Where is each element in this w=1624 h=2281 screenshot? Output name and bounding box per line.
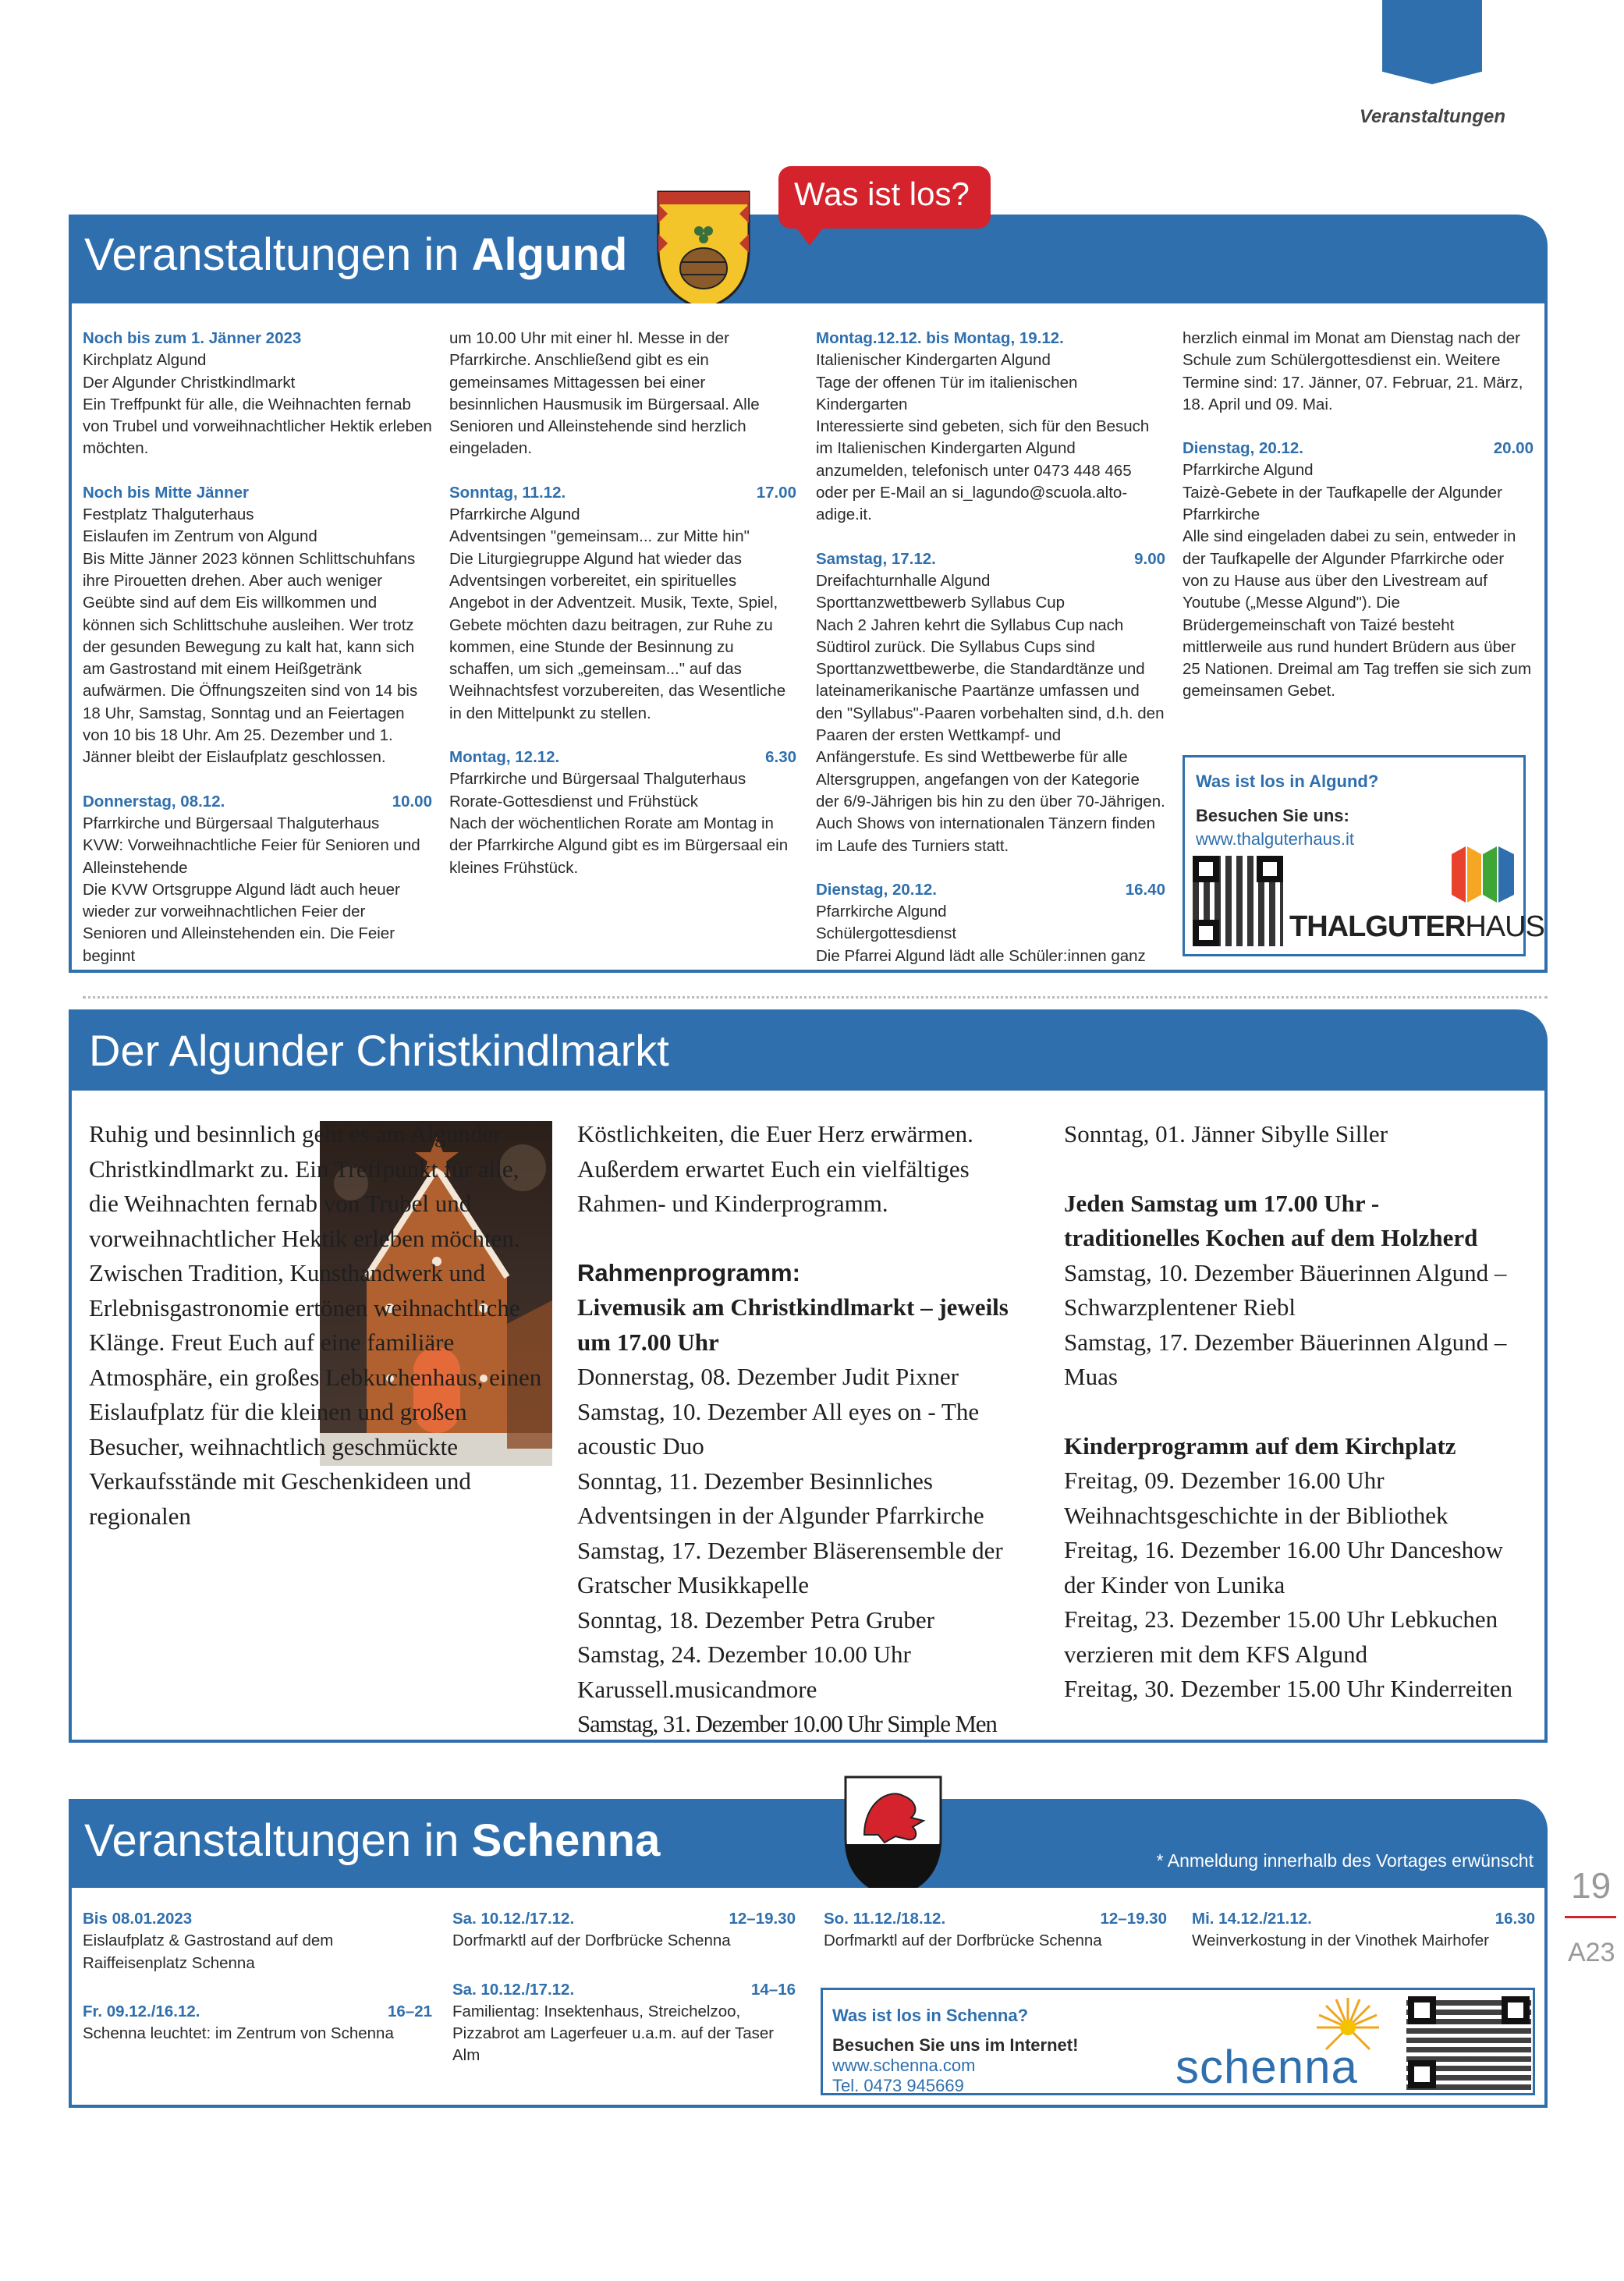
kinder-item: Freitag, 30. Dezember 15.00 Uhr Kinderreiten (1064, 1675, 1513, 1702)
event-title: Eislaufplatz & Gastrostand (83, 1932, 271, 1950)
christkindl-title: Der Algunder Christkindlmarkt (89, 1026, 669, 1075)
event-date: Mi. 14.12./21.12. (1192, 1910, 1312, 1928)
event-date: Noch bis zum 1. Jänner 2023 (83, 329, 302, 347)
event-entry (816, 328, 1165, 527)
event-text: Nach 2 Jahren kehrt die Syllabus Cup nach Südtirol zurück. Die Syllabus Cups sind Sporttanzwettbewerbe, die Standardtänze und lateinamerikanische Paartänze umfassen und den "Syllabus"-Paaren vorbehalten sind, d.h. den Paaren der ersten Wettkampf- und Anfängerstufe. Es sind Wettbewerbe für alle Altersgruppen, angefangen von der Kategorie der 6/9-Jährigen bis hin zu den über 70-Jährigen. Auch Shows von internationalen Tänzern finden im Laufe des Turniers statt. (816, 615, 1165, 855)
thalguterhaus-link[interactable]: www.thalguterhaus.it (1196, 829, 1354, 849)
event-title: Dorfmarktl (824, 1932, 898, 1950)
event-place: Dreifachturnhalle Algund (816, 571, 991, 590)
kochen-item: Samstag, 17. Dezember Bäuerinnen Algund – Muas (1064, 1328, 1507, 1390)
top-tab (1382, 0, 1482, 84)
livemusik-item: Sonntag, 18. Dezember Petra Gruber (577, 1605, 934, 1634)
event-text: : Insektenhaus, Streichelzoo, Pizzabrot am Lagerfeuer u.a.m. auf der Taser Alm (452, 2002, 775, 2065)
event-time: 12–19.30 (1100, 1910, 1167, 1928)
event-text: Alle sind eingeladen dabei zu sein, entweder in der Taufkapelle der Algunder Pfarrkirche oder von zu Hause aus über den Livestream auf Youtube („Messe Algund"). Die Brüdergemeinschaft von Taizé besteht mittlerweile aus rund hundert Brüdern aus über 25 Nationen. Dreimal am Tag treffen sie sich zum gemeinsamen Gebet. (1183, 527, 1532, 701)
event-date-row (83, 482, 432, 504)
event-text: Die Pfarrei Algund lädt alle Schüler:innen ganz (816, 946, 1146, 965)
event-text: in der Vinothek Mairhofer (1306, 1932, 1489, 1950)
event-time: 10.00 (392, 792, 432, 811)
event-description (452, 2001, 796, 2067)
kinder-item: Freitag, 23. Dezember 15.00 Uhr Lebkuchen verzieren mit dem KFS Algund (1064, 1605, 1498, 1668)
schenna-event (83, 1908, 432, 1974)
event-title: Taizè-Gebete in der Taufkapelle der Algunder Pfarrkirche (1183, 483, 1502, 524)
qr-finder (1193, 920, 1219, 946)
event-time: 16.30 (1495, 1910, 1535, 1928)
event-text: Die KVW Ortsgruppe Algund lädt auch heuer wieder zur vorweihnachtlichen Feier der Senioren und Alleinstehenden ein. Die Feier beginnt (83, 880, 400, 965)
event-time: 16.40 (1125, 880, 1165, 899)
event-date: Montag.12.12. bis Montag, 19.12. (816, 329, 1064, 347)
event-date-row (449, 482, 796, 504)
schenna-link[interactable]: www.schenna.com (832, 2056, 976, 2075)
page-number: 19 (1571, 1865, 1612, 1906)
event-entry (449, 328, 796, 460)
event-text: Bis Mitte Jänner 2023 können Schlittschuhfans ihre Pirouetten drehen. Aber auch weniger Geübte sind auf dem Eis willkommen und können sich Schlittschuhe ausleihen. Wer trotz der gesunden Bewegung zu kalt hat, kann sich am Gastrostand mit einem Heißgetränk aufwärmen. Die Öffnungszeiten sind von 14 bis 18 Uhr, Samstag, Sonntag und an Feiertagen von 10 bis 18 Uhr. Am 25. Dezember und 1. Jänner bleibt der Eislaufplatz geschlossen. (83, 549, 418, 767)
schenna-phone: Tel. 0473 945669 (832, 2076, 964, 2095)
kinder-item: Freitag, 09. Dezember 16.00 Uhr Weihnachtsgeschichte in der Bibliothek (1064, 1467, 1448, 1529)
event-date: So. 11.12./18.12. (824, 1910, 946, 1928)
schenna-title-prefix: Veranstaltungen in (84, 1815, 472, 1866)
qr-finder (1257, 856, 1283, 882)
livemusik-item: Samstag, 24. Dezember 10.00 Uhr Karussell.musicandmore (577, 1641, 911, 1703)
christkindl-column-3 (1064, 1117, 1516, 1707)
qr-finder (1408, 2060, 1436, 2088)
algund-title-prefix: Veranstaltungen in (84, 229, 472, 280)
event-date-row (824, 1908, 1167, 1930)
event-entry (1183, 328, 1534, 416)
event-text: herzlich einmal im Monat am Dienstag nach der Schule zum Schülergottesdienst ein. Weitere Termine sind: 17. Jänner, 07. Februar, 21. März, 18. April und 09. Mai. (1183, 329, 1523, 413)
schenna-title-bold: Schenna (471, 1815, 661, 1866)
event-entry (1183, 438, 1534, 703)
page-divider (1565, 1916, 1616, 1918)
event-date-row (1192, 1908, 1535, 1930)
thalguterhaus-logo-icon (1450, 845, 1516, 904)
schenna-header (69, 1799, 1548, 1888)
event-date-row (452, 1979, 796, 2001)
event-time: 14–16 (750, 1980, 796, 1999)
schenna-event (452, 1979, 796, 2067)
event-date: Sonntag, 11.12. (449, 483, 566, 502)
schenna-note: * Anmeldung innerhalb des Vortages erwünscht (1156, 1850, 1534, 1871)
schenna-event (1192, 1908, 1535, 1953)
christkindl-col1-text: Ruhig und besinnlich geht es am Algunder Christkindlmarkt zu. Ein Treffpunkt für alle, die Weihnachten fernab von Trubel und vorweihnachtlicher Hektik erleben möchten. Zwischen Tradition, Kunsthandwerk und Erlebnisgastronomie ertönen weihnachtliche Klänge. Freut Euch auf eine familiäre Atmosphäre, ein großes Lebkuchenhaus, einen Eislaufplatz für die kleinen und großen Besucher, weihnachtlich geschmückte Verkaufsstände mit Geschenkideen und regionalen (89, 1120, 542, 1530)
infobox-question: Was ist los in Algund? (1196, 772, 1379, 791)
algund-title-bold: Algund (471, 229, 628, 280)
event-description (83, 2023, 432, 2045)
event-entry (816, 879, 1165, 967)
event-place: Pfarrkirche und Bürgersaal Thalguterhaus (449, 770, 746, 789)
event-text: auf der Dorfbrücke Schenna (526, 1932, 731, 1950)
event-text: : im Zentrum von Schenna (206, 2024, 394, 2043)
event-date: Dienstag, 20.12. (1183, 439, 1303, 458)
event-date-row (449, 747, 796, 768)
schenna-event (83, 2001, 432, 2045)
rahmenprogramm-heading: Rahmenprogramm: (577, 1258, 800, 1286)
thalguterhaus-logo-text: THALGUTERHAUS (1289, 910, 1544, 943)
algund-column-1 (83, 328, 432, 989)
event-place: Pfarrkirche Algund (1183, 461, 1314, 480)
event-title: Schülergottesdienst (816, 924, 957, 943)
schenna-event (452, 1908, 796, 1953)
schenna-event (824, 1908, 1167, 1953)
event-date-row (452, 1908, 796, 1930)
event-time: 20.00 (1493, 439, 1534, 458)
dotted-divider (83, 996, 1548, 999)
kochen-list (1064, 1256, 1516, 1395)
schenna-crest-icon (841, 1772, 945, 1900)
event-title: Sporttanzwettbewerb Syllabus Cup (816, 594, 1066, 612)
event-text: Die Liturgiegruppe Algund hat wieder das Adventsingen vorbereitet, ein spirituelles Angebot in der Adventzeit. Musik, Texte, Spiel, Gebete möchten dazu beitragen, zur Ruhe zu kommen, eine Stunde der Besinnung zu schaffen, um sich „gemeinsam..." auf das Weihnachtsfest vorzubereiten, das Wesentliche in den Mittelpunkt zu stellen. (449, 549, 786, 722)
livemusik-item: Samstag, 31. Dezember 10.00 Uhr Simple Men (577, 1710, 997, 1737)
christkindl-column-1 (89, 1117, 549, 1534)
bubble-text: Was ist los? (794, 176, 970, 212)
livemusik-item: Sonntag, 01. Jänner Sibylle Siller (1064, 1120, 1388, 1148)
schenna-infobox-question: Was ist los in Schenna? (832, 2006, 1029, 2025)
qr-finder (1193, 856, 1219, 882)
event-time: 6.30 (765, 748, 796, 767)
event-title: Adventsingen "gemeinsam... zur Mitte hin" (449, 527, 750, 546)
event-date: Sa. 10.12./17.12. (452, 1980, 575, 1999)
was-ist-los-bubble (778, 166, 991, 229)
event-text: auf der Dorfbrücke Schenna (897, 1932, 1102, 1950)
event-time: 17.00 (756, 483, 796, 502)
schenna-column-4 (1192, 1908, 1535, 1979)
algund-column-4 (1183, 328, 1534, 725)
event-date-row (83, 2001, 432, 2023)
event-place: Kirchplatz Algund (83, 351, 207, 370)
algund-column-2 (449, 328, 796, 901)
kinder-item: Freitag, 16. Dezember 16.00 Uhr Danceshow der Kinder von Lunika (1064, 1536, 1503, 1598)
kochen-heading: Jeden Samstag um 17.00 Uhr - traditionelles Kochen auf dem Holzherd (1064, 1189, 1478, 1251)
qr-finder (1408, 1996, 1436, 2024)
event-text: Interessierte sind gebeten, sich für den Besuch im Italienischen Kindergarten Algund anzumelden, telefonisch unter 0473 448 465 oder per E-Mail an si_lagundo@scuola.alto-adige.it. (816, 417, 1150, 524)
event-title: KVW: Vorweihnachtliche Feier für Senioren und Alleinstehende (83, 836, 420, 877)
event-title: Familientag (452, 2002, 535, 2020)
livemusik-item: Donnerstag, 08. Dezember Judit Pixner (577, 1363, 959, 1390)
event-date-row (816, 328, 1165, 349)
kinderprogramm-heading: Kinderprogramm auf dem Kirchplatz (1064, 1431, 1456, 1460)
infobox-visit-label: Besuchen Sie uns: (1196, 806, 1349, 825)
event-place: Italienischer Kindergarten Algund (816, 351, 1051, 370)
event-text: Nach der wöchentlichen Rorate am Montag in der Pfarrkirche Algund gibt es im Bürgersaal ein kleines Frühstück. (449, 814, 789, 877)
event-description (1192, 1930, 1535, 1952)
event-place: Pfarrkirche und Bürgersaal Thalguterhaus (83, 814, 380, 832)
event-title: Rorate-Gottesdienst und Frühstück (449, 792, 699, 811)
event-date: Dienstag, 20.12. (816, 880, 937, 899)
qr-finder (1502, 1996, 1530, 2024)
event-date-row (816, 548, 1165, 570)
event-entry (449, 747, 796, 879)
event-place: Pfarrkirche Algund (816, 903, 947, 921)
event-description (83, 1930, 432, 1974)
christkindl-intro: Köstlichkeiten, die Euer Herz erwärmen. Außerdem erwartet Euch ein vielfältiges Rahmen- und Kinderprogramm. (577, 1120, 973, 1217)
event-title: Weinverkostung (1192, 1932, 1307, 1950)
event-place: Pfarrkirche Algund (449, 506, 580, 524)
event-date-row (83, 791, 432, 813)
kochen-item: Samstag, 10. Dezember Bäuerinnen Algund – Schwarzplentener Riebl (1064, 1258, 1507, 1321)
schenna-infobox (821, 1988, 1535, 2095)
schenna-logo-text: schenna (1175, 2041, 1358, 2093)
christkindl-header (69, 1009, 1548, 1091)
event-title: Dorfmarktl (452, 1932, 527, 1950)
livemusik-item: Samstag, 17. Dezember Bläserensemble der Gratscher Musikkapelle (577, 1536, 1003, 1598)
schenna-column-2 (452, 1908, 796, 2094)
event-entry (83, 328, 432, 460)
event-date-row (1183, 438, 1534, 459)
livemusik-item: Sonntag, 11. Dezember Besinnliches Adventsingen in der Algunder Pfarrkirche (577, 1467, 984, 1529)
event-date: Montag, 12.12. (449, 748, 560, 767)
event-date: Sa. 10.12./17.12. (452, 1910, 575, 1928)
event-date-row (83, 328, 432, 349)
event-title: Eislaufen im Zentrum von Algund (83, 527, 317, 546)
event-date: Donnerstag, 08.12. (83, 792, 225, 811)
event-place: Festplatz Thalguterhaus (83, 506, 254, 524)
event-time: 16–21 (387, 2002, 432, 2020)
livemusik-heading: Livemusik am Christkindlmarkt – jeweils um 17.00 Uhr (577, 1293, 1009, 1356)
event-text: auf dem Raiffeisenplatz Schenna (83, 1932, 334, 1972)
algund-column-3 (816, 328, 1165, 989)
event-entry (83, 791, 432, 967)
event-text: Ein Treffpunkt für alle, die Weihnachten fernab von Trubel und vorweihnachtlicher Hektik erleben möchten. (83, 395, 432, 458)
livemusik-item: Samstag, 10. Dezember All eyes on - The acoustic Duo (577, 1397, 980, 1460)
event-entry (83, 482, 432, 769)
event-description (824, 1930, 1167, 1952)
event-date: Noch bis Mitte Jänner (83, 483, 250, 502)
schenna-column-3 (824, 1908, 1167, 1979)
event-date: Bis 08.01.2023 (83, 1910, 193, 1928)
event-description (452, 1930, 796, 1952)
algund-infobox (1183, 755, 1544, 956)
christkindl-column-2 (577, 1117, 1037, 1742)
event-text: um 10.00 Uhr mit einer hl. Messe in der Pfarrkirche. Anschließend gibt es ein gemeinsames Mittagessen bei einer besinnlichen Hausmusik im Bürgersaal. Alle Senioren und Alleinstehende sind herzlich eingeladen. (449, 329, 760, 458)
event-date-row (83, 1908, 432, 1930)
event-title: Schenna leuchtet (83, 2024, 207, 2043)
algund-crest-icon (654, 187, 753, 312)
event-date: Fr. 09.12./16.12. (83, 2002, 200, 2020)
event-date-row (816, 879, 1165, 901)
event-entry (816, 548, 1165, 857)
event-time: 12–19.30 (729, 1910, 796, 1928)
event-entry (449, 482, 796, 725)
schenna-column-1 (83, 1908, 432, 2071)
event-date: Samstag, 17.12. (816, 549, 936, 568)
page-code: A23 (1568, 1938, 1615, 1967)
section-label: Veranstaltungen (1359, 106, 1505, 127)
schenna-infobox-visit: Besuchen Sie uns im Internet! (832, 2035, 1079, 2055)
event-title: Tage der offenen Tür im italienischen Kindergarten (816, 373, 1078, 413)
event-title: Der Algunder Christkindlmarkt (83, 373, 296, 392)
event-time: 9.00 (1134, 549, 1165, 568)
